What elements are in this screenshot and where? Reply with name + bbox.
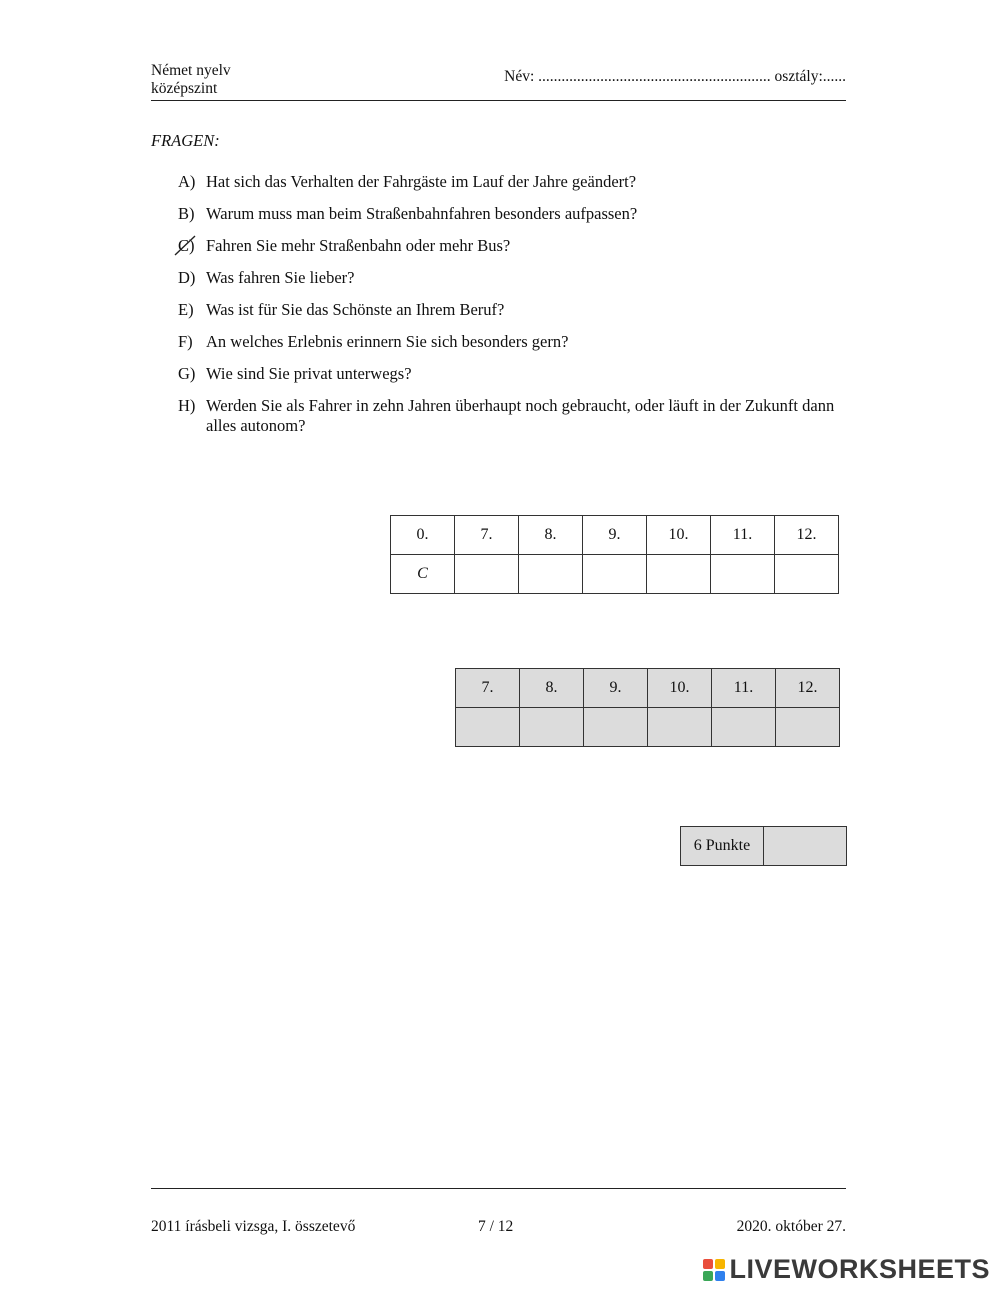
score-header-cell: 9. — [584, 669, 648, 708]
answer-input-cell-8[interactable] — [519, 555, 583, 594]
score-header-cell: 7. — [456, 669, 520, 708]
question-text: Wie sind Sie privat unterwegs? — [206, 364, 412, 383]
answer-input-cell-7[interactable] — [455, 555, 519, 594]
question-text: Werden Sie als Fahrer in zehn Jahren überhaupt noch gebraucht, oder läuft in der Zukunft dann alles autonom? — [206, 396, 835, 435]
answer-input-cell-9[interactable] — [583, 555, 647, 594]
answer-table-answer-row — [391, 555, 839, 594]
answer-header-cell: 9. — [583, 516, 647, 555]
question-item — [178, 396, 838, 436]
header-divider — [151, 100, 846, 101]
question-letter: B) — [178, 204, 195, 223]
answer-example-cell: C — [391, 555, 455, 594]
score-table — [455, 668, 840, 747]
header-name-field: Név: ............................................................ osztály:...... — [504, 68, 846, 85]
score-table-value-row — [456, 708, 840, 747]
answer-header-cell: 7. — [455, 516, 519, 555]
question-text: Warum muss man beim Straßenbahnfahren besonders aufpassen? — [206, 204, 638, 223]
question-letter: C) — [178, 236, 195, 255]
score-cell — [520, 708, 584, 747]
question-text: Was fahren Sie lieber? — [206, 268, 355, 287]
question-letter: A) — [178, 172, 196, 191]
footer-date: 2020. október 27. — [736, 1218, 846, 1235]
liveworksheets-brand — [703, 1254, 990, 1285]
question-item — [178, 332, 838, 352]
question-item-example — [178, 236, 838, 256]
question-item — [178, 268, 838, 288]
score-cell — [584, 708, 648, 747]
header-subject: Német nyelv — [151, 62, 231, 79]
answer-input-cell-11[interactable] — [711, 555, 775, 594]
question-text: An welches Erlebnis erinnern Sie sich besonders gern? — [206, 332, 569, 351]
question-letter: G) — [178, 364, 196, 383]
section-title: FRAGEN: — [151, 131, 220, 150]
question-item — [178, 204, 838, 224]
points-label: 6 Punkte — [681, 827, 764, 866]
strikethrough-mark-icon — [172, 233, 198, 259]
answer-header-cell: 10. — [647, 516, 711, 555]
question-text: Was ist für Sie das Schönste an Ihrem Beruf? — [206, 300, 505, 319]
answer-header-cell: 12. — [775, 516, 839, 555]
points-box — [764, 827, 847, 866]
answer-table — [390, 515, 839, 594]
question-text: Fahren Sie mehr Straßenbahn oder mehr Bus? — [206, 236, 511, 255]
answer-header-cell: 0. — [391, 516, 455, 555]
logo-tile — [715, 1259, 725, 1269]
logo-tile — [703, 1271, 713, 1281]
score-cell — [648, 708, 712, 747]
score-header-cell: 10. — [648, 669, 712, 708]
score-table-header-row — [456, 669, 840, 708]
score-header-cell: 11. — [712, 669, 776, 708]
logo-tile — [715, 1271, 725, 1281]
answer-table-header-row — [391, 516, 839, 555]
score-cell — [456, 708, 520, 747]
question-letter: H) — [178, 396, 196, 415]
question-letter: E) — [178, 300, 194, 319]
footer-left: 2011 írásbeli vizsga, I. összetevő — [151, 1218, 356, 1235]
logo-tile — [703, 1259, 713, 1269]
question-item — [178, 172, 838, 192]
question-item — [178, 364, 838, 384]
answer-header-cell: 8. — [519, 516, 583, 555]
brand-name: LIVEWORKSHEETS — [729, 1254, 990, 1284]
score-header-cell: 12. — [776, 669, 840, 708]
liveworksheets-logo-icon — [703, 1259, 725, 1281]
header-subject-block — [151, 62, 231, 98]
question-list — [178, 172, 838, 448]
score-cell — [712, 708, 776, 747]
points-table — [680, 826, 847, 866]
answer-input-cell-12[interactable] — [775, 555, 839, 594]
footer-page-number: 7 / 12 — [478, 1218, 514, 1235]
points-row — [681, 827, 847, 866]
score-cell — [776, 708, 840, 747]
question-letter-struck — [178, 236, 206, 256]
header-level: középszint — [151, 80, 218, 97]
footer-divider — [151, 1188, 846, 1189]
question-letter: D) — [178, 268, 196, 287]
answer-input-cell-10[interactable] — [647, 555, 711, 594]
answer-header-cell: 11. — [711, 516, 775, 555]
question-text: Hat sich das Verhalten der Fahrgäste im Lauf der Jahre geändert? — [206, 172, 637, 191]
question-item — [178, 300, 838, 320]
score-header-cell: 8. — [520, 669, 584, 708]
question-letter: F) — [178, 332, 193, 351]
